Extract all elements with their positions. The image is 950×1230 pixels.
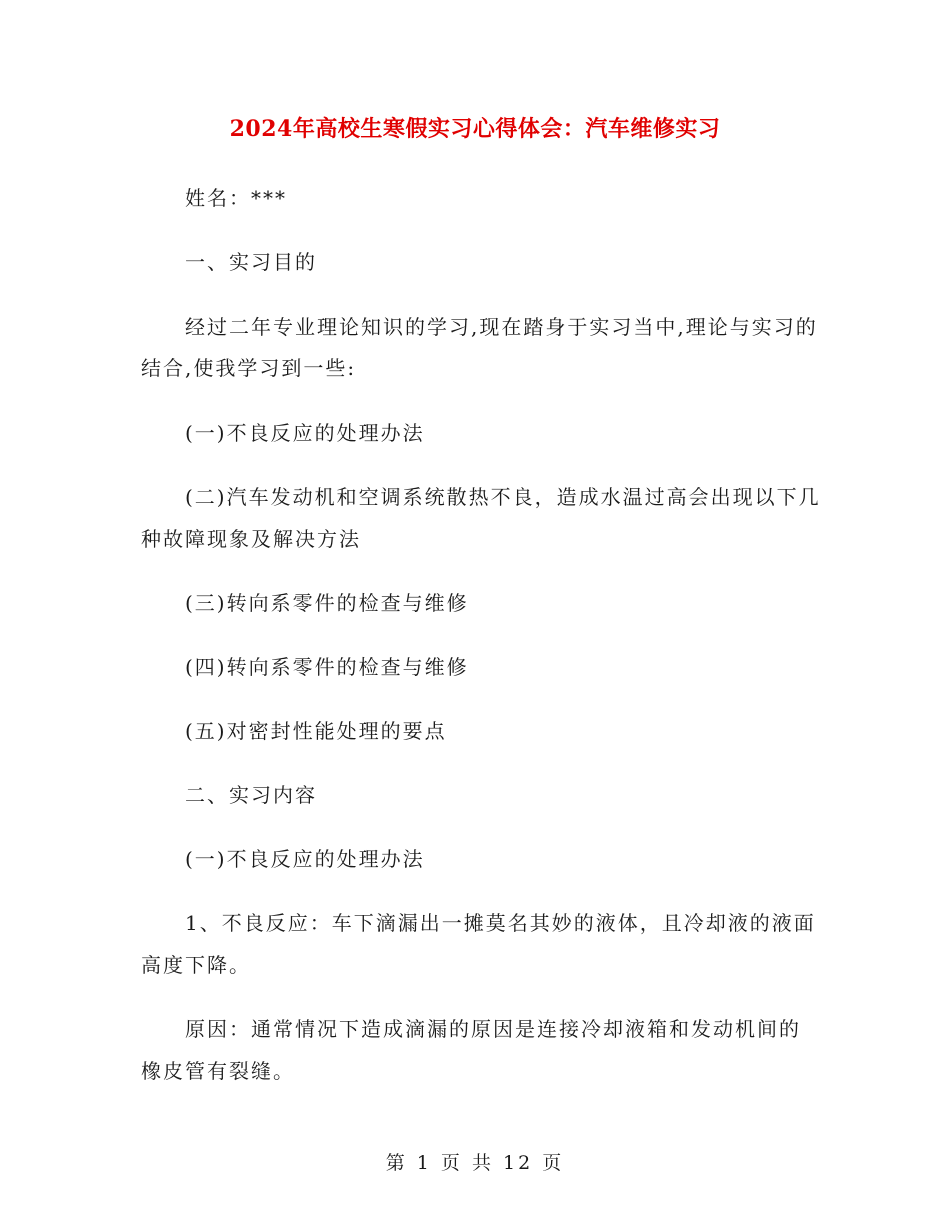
list-item: (三)转向系零件的检查与维修: [185, 591, 469, 615]
page-footer: 第 1 页 共 12 页: [385, 1152, 565, 1174]
list-item-continuation: 种故障现象及解决方法: [141, 527, 361, 551]
paragraph-line: 1、不良反应：车下滴漏出一摊莫名其妙的液体，且冷却液的液面: [185, 911, 816, 935]
section-heading-content: 二、实习内容: [185, 783, 317, 807]
paragraph-line: 经过二年专业理论知识的学习,现在踏身于实习当中,理论与实习的: [185, 315, 818, 339]
paragraph-line: 原因：通常情况下造成滴漏的原因是连接冷却液箱和发动机间的: [185, 1017, 801, 1041]
paragraph-line: 结合,使我学习到一些:: [141, 356, 357, 380]
list-item: (五)对密封性能处理的要点: [185, 719, 447, 743]
subsection-heading: (一)不良反应的处理办法: [185, 847, 425, 871]
list-item: (一)不良反应的处理办法: [185, 421, 425, 445]
section-heading-purpose: 一、实习目的: [185, 250, 317, 274]
paragraph-line: 高度下降。: [141, 953, 251, 977]
list-item: (二)汽车发动机和空调系统散热不良，造成水温过高会出现以下几: [185, 485, 821, 509]
paragraph-line: 橡皮管有裂缝。: [141, 1059, 295, 1083]
document-title: 2024年高校生寒假实习心得体会：汽车维修实习: [229, 116, 721, 142]
list-item: (四)转向系零件的检查与维修: [185, 655, 469, 679]
author-line: 姓名：***: [185, 186, 287, 210]
